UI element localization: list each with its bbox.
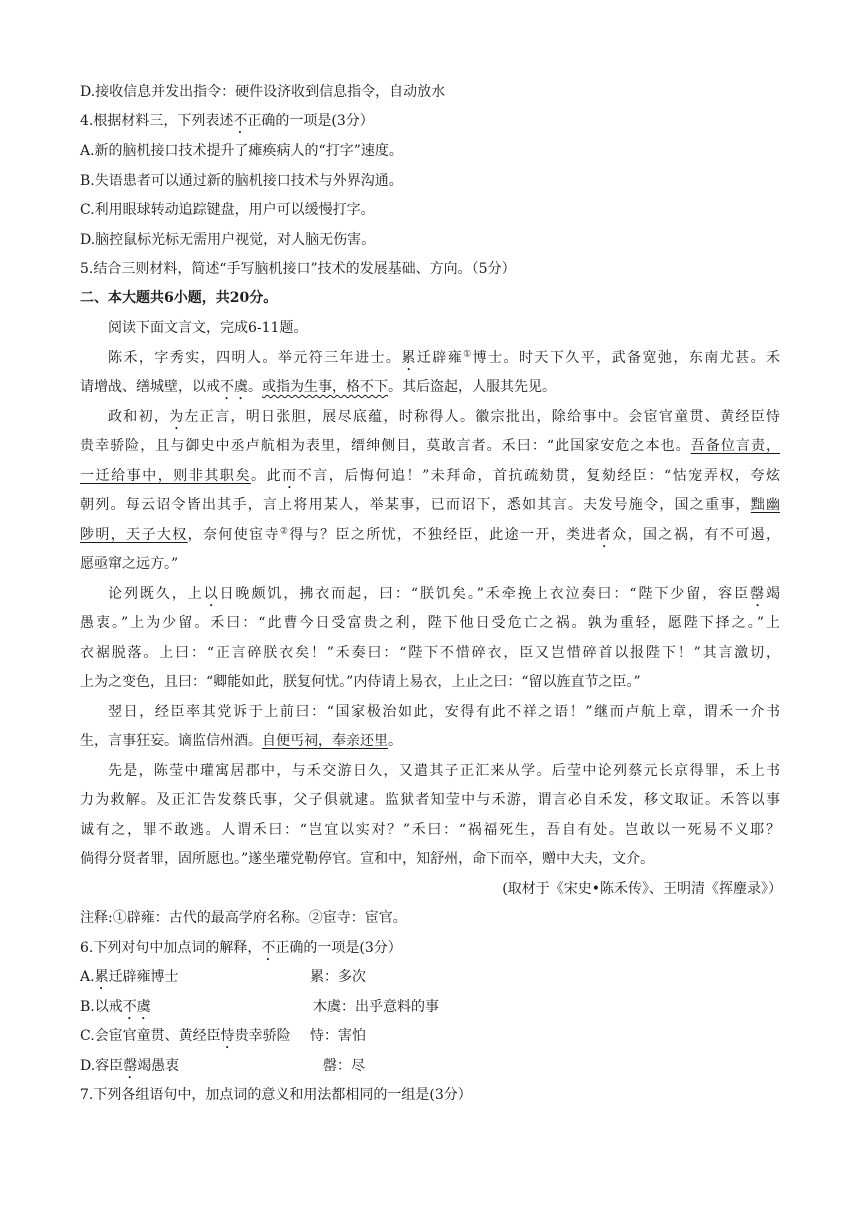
p1-text-d: 请增战、缮城壁，以戒 [80,379,220,395]
p2-text-i: 众，国之祸，有不可遏， [612,527,781,543]
p3-text: 论列既久，上 [108,586,204,602]
q6-option-a-gloss: 累：多次 [310,969,366,985]
q6-a-text: 迁辟雍博士 [108,969,179,985]
q6-b-label: B.以戒 [80,999,123,1015]
q6-b-emphasis: 不虞 [122,999,151,1015]
p2-text-e: 不言，后悔何追！”未拜命，首抗疏劾贯，复劾经臣：“怙宠弄权，夸炫 [297,468,781,484]
q6-c-text: 贵幸骄险 [234,1028,291,1044]
q6-a-emphasis: 累 [94,969,109,985]
p1-emphasis-buyu: 不虞 [220,379,248,395]
passage-p5-line4: 倘得分贤者罪，固所愿也。”遂坐瓘党勒停官。宣和中，知舒州，命下而卒，赠中大夫，文介。 [80,851,655,867]
p2-underlined-sentence-a: 吾备位言责， [690,438,781,454]
p2-text-f: 朝列。每云诏令皆出其手，言上将用某人，举某事，已而诏下，悉如其言。夫发号施令，国之重事， [80,497,751,513]
p2-underlined-sentence-c: 黜幽 [750,497,781,513]
p3-text-c: 竭 [766,586,781,602]
q4-stem-text: 4.根据材料三，下列表述 [80,113,234,129]
passage-p1-line2 [80,379,556,403]
q6-d-label: D.容臣 [80,1058,124,1074]
p3-text-b: 日晚颇饥，拂衣而起，曰：“朕饥矣。”禾牵挽上衣泣奏曰：“陛下少留，容臣 [219,586,751,602]
passage-p2-line2 [80,438,780,454]
p3-emphasis-qing: 罄 [750,586,767,602]
p3-emphasis-yi: 以 [203,586,220,602]
passage-p3-line4: 上为之变色，且曰：“卿能如此，朕复何忧。”内侍请上易衣，上止之曰：“留以旌直节之臣。” [80,674,641,690]
p2-text-d: 。此 [251,468,283,484]
p2-emphasis-zhe: 者 [596,527,613,543]
p1-text-b: 迁辟雍 [416,350,464,366]
passage-p5-line3: 诚有之，罪不敢逃。人谓禾曰：“岂宜以实对？”禾曰：“祸福死生，吾自有处。岂敢以一死易不义耶？ [80,822,780,838]
p1-emphasis-lei: 累 [401,350,417,366]
passage-p2-line6: 愿亟窜之远方。” [80,556,179,572]
p2-text-g: ，奈何使宦寺 [187,527,280,543]
q6-option-b [80,999,151,1023]
q6-d-emphasis: 罄 [123,1058,138,1074]
q6-stem-text: 6.下列对句中加点词的解释， [80,940,262,956]
q6-option-c [80,1028,291,1052]
p2-text-c: 贵幸骄险，且与御史中丞卢航相为表里，缙绅侧目，莫敢言者。禾曰：“此国家安危之本也。 [80,438,691,454]
p1-text: 陈禾，字秀实，四明人。举元符三年进士。 [108,350,402,366]
q4-stem-points: 的一项是(3分） [275,113,374,129]
q4-option-c: C.利用眼球转动追踪键盘，用户可以缓慢打字。 [80,202,375,218]
p1-underlined-sentence: 或指为生事，格不下 [262,379,388,395]
q6-stem-points: 的一项是(3分） [303,940,402,956]
q6-option-c-gloss: 恃：害怕 [310,1028,366,1044]
footnotes: 注释:①辟雍：古代的最高学府名称。②宦寺：宦官。 [80,910,407,926]
q4-option-b: B.失语患者可以通过新的脑机接口技术与外界沟通。 [80,173,403,189]
q7-stem: 7.下列各组语句中，加点词的意义和用法都相同的一组是(3分） [80,1087,472,1103]
passage-p2-line1 [108,409,780,433]
p4-text: 生，言事狂妄。谪监信州酒。 [80,733,262,749]
q6-a-label: A. [80,969,95,985]
passage-p1-line1 [108,350,780,374]
passage-p4-line1: 翌日，经臣率其党诉于上前曰：“国家极治如此，安得有此不祥之语！”继而卢航上章，谓禾一介书 [108,704,780,720]
passage-p5-line2: 力为救解。及正汇告发蔡氏事，父子俱就逮。监狱者知莹中与禾游，谓言必自禾发，移文取证。禾答以事 [80,792,780,808]
note-marker-1: ① [463,349,473,360]
q6-option-a [80,969,179,993]
passage-p3-line3: 衣裾脱落。上曰：“正言碎朕衣矣！”禾奏曰：“陛下不惜碎衣，臣又岂惜碎首以报陛下！”其言激切， [80,645,780,661]
p1-text-e: 。 [248,379,262,395]
p1-text-f: 。其后盗起，人服其先见。 [388,379,556,395]
p4-text-b: 。 [388,733,402,749]
q3-option-d: D.接收信息并发出指令：硬件设济收到信息指令，自动放水 [80,84,446,100]
p1-text-c: 博士。时天下久平，武备宽弛，东南尤甚。禾 [472,350,781,366]
q6-emphasis-not: 不 [261,940,276,956]
p2-emphasis-er: 而 [282,468,298,484]
q6-c-emphasis: 恃 [220,1028,235,1044]
passage-p2-line5 [80,527,780,551]
p2-emphasis-wei: 为 [169,409,185,425]
q6-d-text: 竭愚衷 [137,1058,180,1074]
passage-source: (取材于《宋史•陈禾传》、王明清《挥麈录》） [502,881,782,897]
passage-p4-line2 [80,733,402,749]
section2-instruction: 阅读下面文言文，完成6-11题。 [108,320,308,336]
p2-underlined-sentence-d: 陟明，天子大权 [80,527,188,543]
note-marker-2: ② [279,526,290,537]
q6-option-d-gloss: 罄：尽 [323,1058,365,1074]
passage-p3-line2: 愚衷。”上为少留。禾曰：“此曹今日受富贵之利，陛下他日受危亡之祸。孰为重轻，愿陛下择之。”上 [80,615,780,631]
q5-stem: 5.结合三则材料，简述“手写脑机接口”技术的发展基础、方向。（5分） [80,261,516,277]
q4-option-a: A.新的脑机接口技术提升了瘫痪病人的“打字”速度。 [80,143,403,159]
passage-p2-line4 [80,497,780,513]
q4-emphasis-not: 不 [233,113,248,129]
p2-text-h: 得与？臣之所忧，不独经臣，此途一开，类进 [289,527,597,543]
passage-p5-line1: 先是，陈莹中瓘寓居郡中，与禾交游日久，又遣其子正汇来从学。后莹中论列蔡元长京得罪，禾上书 [108,763,780,779]
q6-c-label: C.会宦官童贯、黄经臣 [80,1028,221,1044]
q4-option-d: D.脑控鼠标光标无需用户视觉，对人脑无伤害。 [80,232,376,248]
q4-stem-correct: 正确 [247,113,276,129]
p2-text-b: 左正言，明日张胆，展尽底蕴，时称得人。徽宗批出，除给事中。会宦官童贯、黄经臣恃 [184,409,781,425]
section2-heading: 二、本大题共6小题，共20分。 [80,290,278,306]
q6-stem [80,940,402,964]
p2-underlined-sentence-b: 一迁给事中，则非其职矣 [80,468,252,484]
q6-option-b-gloss: 木虞：出乎意料的事 [313,999,439,1015]
q4-stem [80,113,374,137]
q6-stem-correct: 正确 [275,940,304,956]
passage-p3-line1 [108,586,780,610]
passage-p2-line3 [80,468,780,492]
q6-option-d [80,1058,179,1082]
p4-underlined-sentence: 自便丐祠，奉亲还里 [262,733,388,749]
p2-text: 政和初， [108,409,170,425]
